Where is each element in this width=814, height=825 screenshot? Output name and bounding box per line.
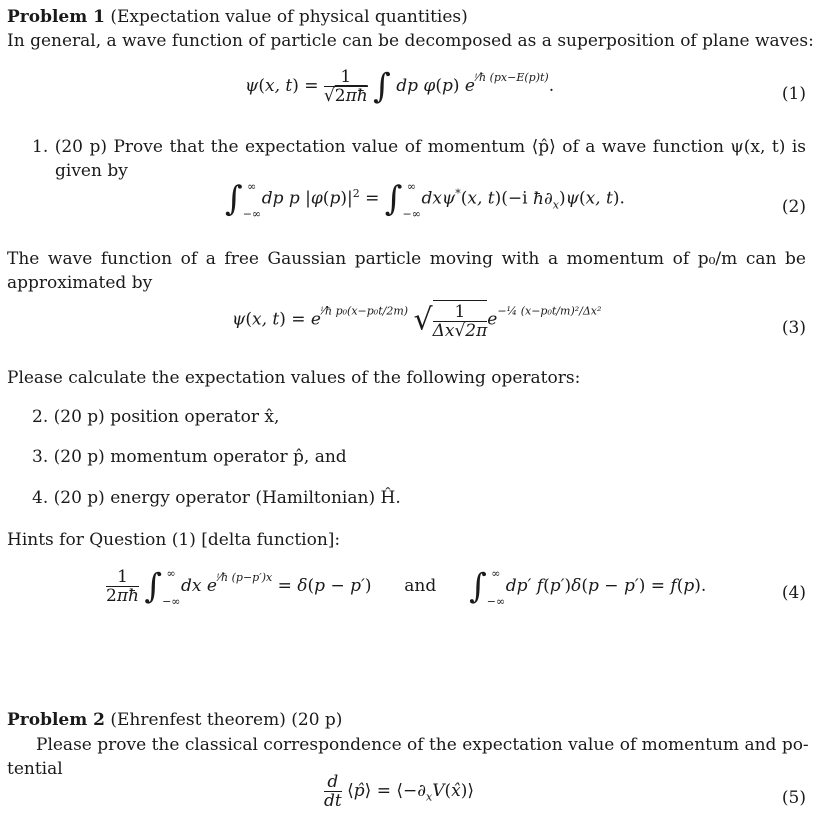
question-1-line2: given by [55,161,128,181]
equation-2: $\int_{-\infty}^\infty$ dp p $|\varphi(p)|^2 = \int_{-\infty}^\infty$ dxψ*(x, t)(−i $ħ\partial_x)\psi(x$, t). [225,179,625,221]
gaussian-line1: The wave function of a free Gaussian particle moving with a momentum of p₀/m can be [7,249,806,269]
equation-5-number: (5) [781,788,806,808]
problem2-heading [7,710,806,730]
equation-4: $\frac{1}{2\pi ħ}$ $\int_{-\infty}^\infty$ dx $e^{^i⁄ħ (p-p')x} = \delta(p - p')$ and $\int_{-\infty}^\infty$ dp′ f(p′)δ(p − p′) = f(p). [106,566,707,608]
list-item-3: 3. (20 p) momentum operator p̂, and [32,447,347,467]
problem2-line1: Please prove the classical correspondence of the expectation value of momentum and po- [36,735,809,755]
equation-1: ψ(x, t) = $\frac{1}{√2\pi ħ}$ ∫ dp φ(p) $e^{^i⁄ħ (px-E(p)t)}$. [245,66,555,107]
problem2-title: Problem 2 [7,710,105,730]
list-item-2: 2. (20 p) position operator x̂, [32,407,280,427]
problem2-line2: tential [7,759,63,779]
equation-3: ψ(x, $t) = e^{^i⁄ħ p_0(x-p_0t/2m)}$ √ $\frac{1}{\Delta x√2\pi}$ $e^{-\frac{1}{4} (x-p_0t/m)^2/\Delta x^2}$ [232,302,602,341]
problem1-heading [7,7,806,27]
hints-text: Hints for Question (1) [delta function]: [7,530,341,550]
problem2-subtitle: (Ehrenfest theorem) (20 p) [110,710,343,730]
equation-3-number: (3) [781,318,806,338]
problem1-subtitle: (Expectation value of physical quantities) [110,7,468,27]
problem1-title: Problem 1 [7,7,105,27]
gaussian-line2: approximated by [7,273,153,293]
question-1-line1: 1. (20 p) Prove that the expectation value of momentum ⟨p̂⟩ of a wave function ψ(x, t) is [32,137,806,157]
calculate-text: Please calculate the expectation values of the following operators: [7,368,581,388]
equation-2-number: (2) [781,197,806,217]
equation-5: $\frac{d}{dt}$ ⟨p̂⟩ = $⟨-\partial_xV(x̂)⟩$ [324,772,475,811]
equation-1-number: (1) [781,84,806,104]
equation-4-and: and [404,576,437,596]
problem1-intro: In general, a wave function of particle can be decomposed as a superposition of plane waves: [7,31,814,51]
equation-4-number: (4) [781,583,806,603]
list-item-4: 4. (20 p) energy operator (Hamiltonian) Ĥ. [32,488,401,508]
